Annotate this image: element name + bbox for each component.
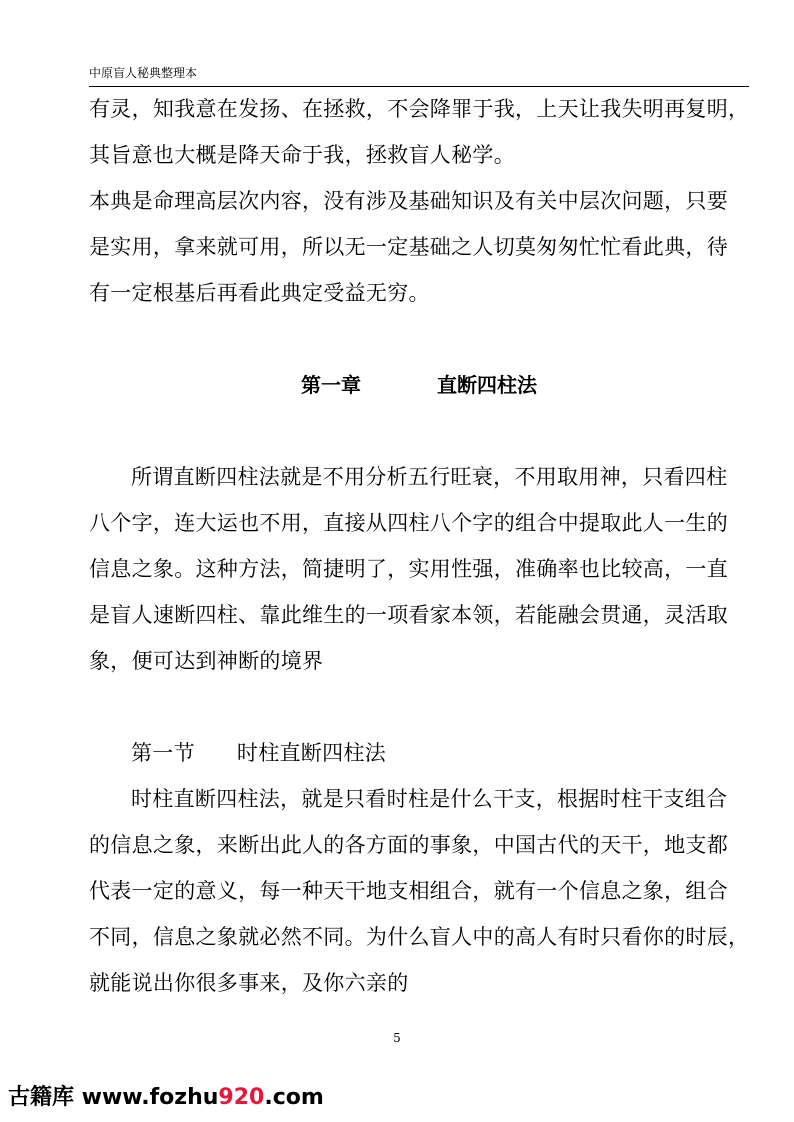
chapter-intro-line: 所谓直断四柱法就是不用分析五行旺衰，不用取用神，只看四柱: [131, 465, 728, 489]
section-number: 第一节: [131, 741, 195, 765]
body-line: 有一定根基后再看此典定受益无穷。: [89, 281, 430, 305]
header-title: 中原盲人秘典整理本: [89, 66, 198, 80]
body-line: 有灵，知我意在发扬、在拯救，不会降罪于我，上天让我失明再复明，: [89, 97, 750, 121]
watermark: [8, 1084, 324, 1112]
section-heading: [89, 730, 749, 776]
watermark-prefix: 古籍库 www.fozhu: [8, 1085, 219, 1110]
watermark-number: 920: [218, 1085, 265, 1110]
page-header: [89, 64, 749, 87]
page-body: [89, 86, 749, 1006]
section-line: 的信息之象，来断出此人的各方面的事象，中国古代的天干，地支都: [89, 833, 728, 857]
chapter-intro-line: 是盲人速断四柱、靠此维生的一项看家本领，若能融会贯通，灵活取: [89, 603, 728, 627]
body-line: 其旨意也大概是降天命于我，拯救盲人秘学。: [89, 143, 515, 167]
watermark-suffix: .com: [264, 1085, 324, 1110]
chapter-intro-line: 信息之象。这种方法，简捷明了，实用性强，准确率也比较高，一直: [89, 557, 728, 581]
blank-line: [89, 316, 749, 362]
chapter-intro-line: 八个字，连大运也不用，直接从四柱八个字的组合中提取此人一生的: [89, 511, 728, 535]
section-line: 不同，信息之象就必然不同。为什么盲人中的高人有时只看你的时辰，: [89, 925, 750, 949]
page-number: 5: [393, 1031, 401, 1045]
section-line: 代表一定的意义，每一种天干地支相组合，就有一个信息之象，组合: [89, 879, 728, 903]
section-line: 时柱直断四柱法，就是只看时柱是什么干支，根据时柱干支组合: [131, 787, 728, 811]
blank-line: [89, 684, 749, 730]
blank-line: [89, 408, 749, 454]
chapter-number: 第一章: [301, 373, 361, 397]
section-line: 就能说出你很多事来，及你六亲的: [89, 971, 409, 995]
body-line: 是实用，拿来就可用，所以无一定基础之人切莫匆匆忙忙看此典，待: [89, 235, 728, 259]
section-title: 时柱直断四柱法: [236, 741, 387, 765]
chapter-title: 直断四柱法: [437, 373, 537, 397]
chapter-intro-line: 象，便可达到神断的境界: [89, 649, 324, 673]
body-line: 本典是命理高层次内容，没有涉及基础知识及有关中层次问题，只要: [89, 189, 728, 213]
chapter-heading: [89, 362, 749, 408]
